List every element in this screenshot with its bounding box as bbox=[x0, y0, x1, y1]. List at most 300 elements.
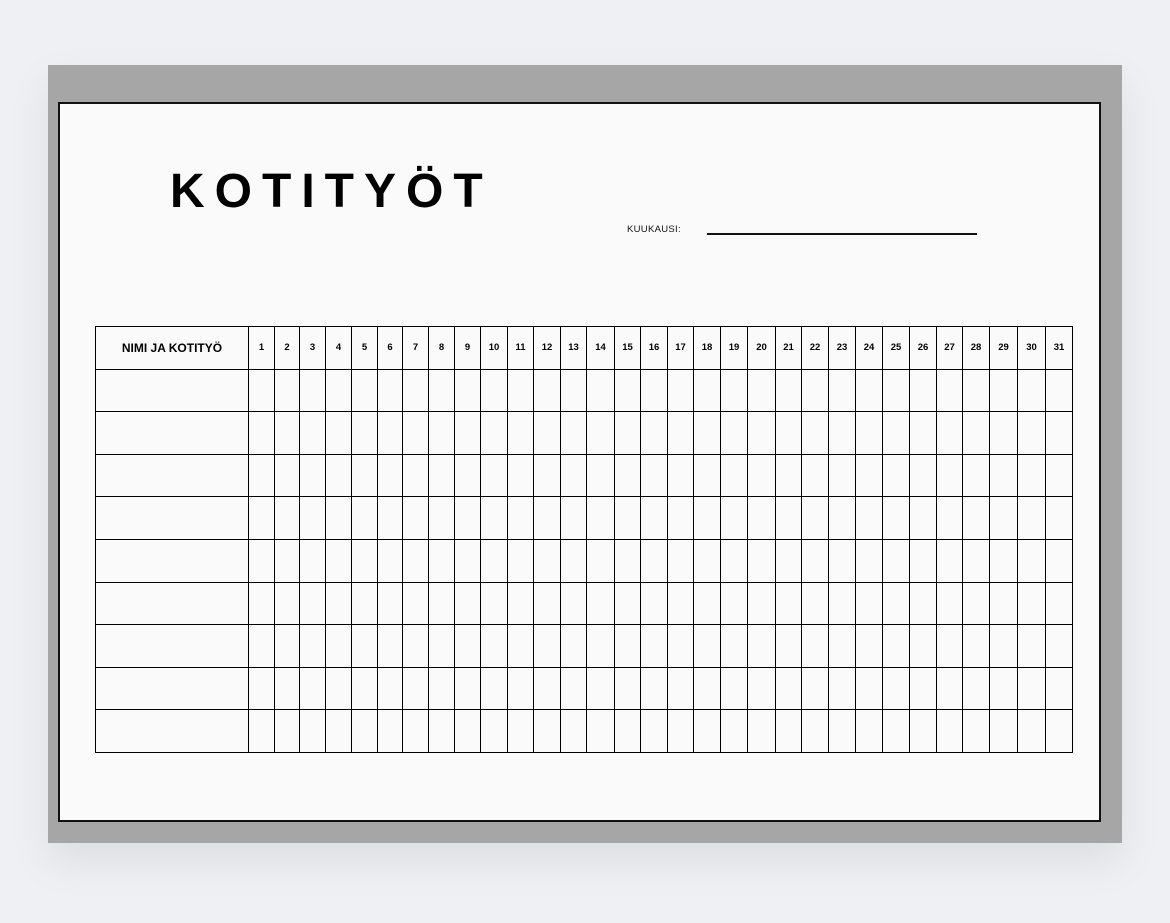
day-check-cell[interactable] bbox=[883, 454, 910, 497]
day-check-cell[interactable] bbox=[668, 412, 694, 455]
day-check-cell[interactable] bbox=[641, 369, 668, 412]
day-check-cell[interactable] bbox=[856, 412, 883, 455]
day-check-cell[interactable] bbox=[534, 667, 561, 710]
name-chore-cell[interactable] bbox=[96, 412, 249, 455]
day-check-cell[interactable] bbox=[990, 539, 1018, 582]
day-check-cell[interactable] bbox=[748, 369, 776, 412]
day-check-cell[interactable] bbox=[561, 539, 587, 582]
name-chore-cell[interactable] bbox=[96, 497, 249, 540]
day-check-cell[interactable] bbox=[694, 710, 721, 753]
day-check-cell[interactable] bbox=[937, 582, 963, 625]
day-check-cell[interactable] bbox=[587, 582, 615, 625]
day-check-cell[interactable] bbox=[1018, 582, 1046, 625]
day-check-cell[interactable] bbox=[856, 454, 883, 497]
day-check-cell[interactable] bbox=[694, 582, 721, 625]
day-check-cell[interactable] bbox=[990, 625, 1018, 668]
day-check-cell[interactable] bbox=[561, 710, 587, 753]
day-check-cell[interactable] bbox=[748, 710, 776, 753]
day-check-cell[interactable] bbox=[275, 454, 300, 497]
day-check-cell[interactable] bbox=[249, 582, 275, 625]
day-check-cell[interactable] bbox=[326, 582, 352, 625]
day-check-cell[interactable] bbox=[776, 667, 802, 710]
day-check-cell[interactable] bbox=[910, 625, 937, 668]
day-check-cell[interactable] bbox=[429, 539, 455, 582]
day-check-cell[interactable] bbox=[300, 539, 326, 582]
day-check-cell[interactable] bbox=[378, 454, 403, 497]
day-check-cell[interactable] bbox=[561, 667, 587, 710]
day-check-cell[interactable] bbox=[963, 412, 990, 455]
day-check-cell[interactable] bbox=[883, 497, 910, 540]
day-check-cell[interactable] bbox=[1046, 667, 1073, 710]
day-header: 13 bbox=[561, 327, 587, 370]
day-check-cell[interactable] bbox=[481, 625, 508, 668]
day-header: 3 bbox=[300, 327, 326, 370]
day-check-cell[interactable] bbox=[990, 582, 1018, 625]
day-check-cell[interactable] bbox=[990, 710, 1018, 753]
day-check-cell[interactable] bbox=[668, 667, 694, 710]
day-check-cell[interactable] bbox=[829, 667, 856, 710]
day-check-cell[interactable] bbox=[275, 625, 300, 668]
day-check-cell[interactable] bbox=[249, 667, 275, 710]
day-check-cell[interactable] bbox=[1046, 497, 1073, 540]
day-check-cell[interactable] bbox=[668, 625, 694, 668]
day-check-cell[interactable] bbox=[615, 454, 641, 497]
day-check-cell[interactable] bbox=[300, 369, 326, 412]
day-check-cell[interactable] bbox=[963, 369, 990, 412]
day-header: 1 bbox=[249, 327, 275, 370]
day-check-cell[interactable] bbox=[641, 497, 668, 540]
day-check-cell[interactable] bbox=[508, 710, 534, 753]
day-check-cell[interactable] bbox=[883, 539, 910, 582]
day-check-cell[interactable] bbox=[694, 454, 721, 497]
day-check-cell[interactable] bbox=[300, 454, 326, 497]
day-check-cell[interactable] bbox=[561, 497, 587, 540]
day-check-cell[interactable] bbox=[429, 625, 455, 668]
day-check-cell[interactable] bbox=[352, 412, 378, 455]
day-check-cell[interactable] bbox=[1018, 667, 1046, 710]
day-check-cell[interactable] bbox=[1046, 369, 1073, 412]
day-check-cell[interactable] bbox=[990, 497, 1018, 540]
day-check-cell[interactable] bbox=[534, 582, 561, 625]
day-check-cell[interactable] bbox=[403, 369, 429, 412]
day-check-cell[interactable] bbox=[829, 497, 856, 540]
day-check-cell[interactable] bbox=[455, 625, 481, 668]
day-check-cell[interactable] bbox=[249, 497, 275, 540]
day-check-cell[interactable] bbox=[883, 667, 910, 710]
day-check-cell[interactable] bbox=[275, 582, 300, 625]
day-check-cell[interactable] bbox=[937, 667, 963, 710]
day-check-cell[interactable] bbox=[883, 710, 910, 753]
day-check-cell[interactable] bbox=[300, 412, 326, 455]
day-check-cell[interactable] bbox=[300, 710, 326, 753]
day-check-cell[interactable] bbox=[1018, 497, 1046, 540]
day-check-cell[interactable] bbox=[615, 582, 641, 625]
day-check-cell[interactable] bbox=[694, 412, 721, 455]
day-check-cell[interactable] bbox=[326, 710, 352, 753]
day-check-cell[interactable] bbox=[776, 412, 802, 455]
day-check-cell[interactable] bbox=[721, 412, 748, 455]
day-check-cell[interactable] bbox=[455, 667, 481, 710]
day-check-cell[interactable] bbox=[378, 497, 403, 540]
day-check-cell[interactable] bbox=[910, 667, 937, 710]
day-check-cell[interactable] bbox=[508, 625, 534, 668]
day-check-cell[interactable] bbox=[352, 454, 378, 497]
month-label: KUUKAUSI: bbox=[627, 224, 681, 235]
day-header: 7 bbox=[403, 327, 429, 370]
day-check-cell[interactable] bbox=[615, 710, 641, 753]
day-check-cell[interactable] bbox=[963, 582, 990, 625]
day-check-cell[interactable] bbox=[326, 454, 352, 497]
name-chore-cell[interactable] bbox=[96, 369, 249, 412]
day-check-cell[interactable] bbox=[352, 497, 378, 540]
day-check-cell[interactable] bbox=[275, 412, 300, 455]
day-check-cell[interactable] bbox=[326, 667, 352, 710]
day-check-cell[interactable] bbox=[910, 582, 937, 625]
day-check-cell[interactable] bbox=[883, 369, 910, 412]
day-check-cell[interactable] bbox=[883, 582, 910, 625]
day-check-cell[interactable] bbox=[776, 454, 802, 497]
day-check-cell[interactable] bbox=[508, 497, 534, 540]
day-check-cell[interactable] bbox=[300, 497, 326, 540]
day-check-cell[interactable] bbox=[963, 454, 990, 497]
day-check-cell[interactable] bbox=[668, 582, 694, 625]
day-check-cell[interactable] bbox=[856, 497, 883, 540]
day-check-cell[interactable] bbox=[910, 539, 937, 582]
day-check-cell[interactable] bbox=[829, 454, 856, 497]
day-check-cell[interactable] bbox=[694, 497, 721, 540]
day-check-cell[interactable] bbox=[481, 582, 508, 625]
day-check-cell[interactable] bbox=[963, 625, 990, 668]
name-chore-cell[interactable] bbox=[96, 667, 249, 710]
day-check-cell[interactable] bbox=[481, 539, 508, 582]
day-check-cell[interactable] bbox=[721, 497, 748, 540]
day-header: 25 bbox=[883, 327, 910, 370]
day-check-cell[interactable] bbox=[856, 625, 883, 668]
day-check-cell[interactable] bbox=[1046, 412, 1073, 455]
day-check-cell[interactable] bbox=[378, 710, 403, 753]
day-check-cell[interactable] bbox=[561, 369, 587, 412]
day-check-cell[interactable] bbox=[352, 369, 378, 412]
day-check-cell[interactable] bbox=[300, 582, 326, 625]
day-check-cell[interactable] bbox=[587, 454, 615, 497]
day-check-cell[interactable] bbox=[937, 625, 963, 668]
day-check-cell[interactable] bbox=[508, 412, 534, 455]
day-check-cell[interactable] bbox=[534, 625, 561, 668]
day-check-cell[interactable] bbox=[455, 369, 481, 412]
day-check-cell[interactable] bbox=[748, 625, 776, 668]
day-check-cell[interactable] bbox=[829, 412, 856, 455]
day-check-cell[interactable] bbox=[429, 369, 455, 412]
day-check-cell[interactable] bbox=[403, 497, 429, 540]
day-check-cell[interactable] bbox=[802, 412, 829, 455]
day-check-cell[interactable] bbox=[802, 667, 829, 710]
day-check-cell[interactable] bbox=[910, 369, 937, 412]
day-check-cell[interactable] bbox=[910, 710, 937, 753]
day-check-cell[interactable] bbox=[721, 625, 748, 668]
day-check-cell[interactable] bbox=[429, 710, 455, 753]
day-check-cell[interactable] bbox=[403, 539, 429, 582]
day-check-cell[interactable] bbox=[300, 667, 326, 710]
day-check-cell[interactable] bbox=[694, 539, 721, 582]
day-check-cell[interactable] bbox=[587, 667, 615, 710]
day-check-cell[interactable] bbox=[587, 710, 615, 753]
day-check-cell[interactable] bbox=[802, 582, 829, 625]
day-check-cell[interactable] bbox=[802, 625, 829, 668]
day-check-cell[interactable] bbox=[615, 497, 641, 540]
day-check-cell[interactable] bbox=[748, 497, 776, 540]
day-check-cell[interactable] bbox=[378, 369, 403, 412]
day-check-cell[interactable] bbox=[1018, 710, 1046, 753]
day-check-cell[interactable] bbox=[455, 582, 481, 625]
day-check-cell[interactable] bbox=[776, 710, 802, 753]
day-check-cell[interactable] bbox=[534, 454, 561, 497]
day-check-cell[interactable] bbox=[352, 539, 378, 582]
day-check-cell[interactable] bbox=[990, 667, 1018, 710]
day-check-cell[interactable] bbox=[429, 667, 455, 710]
day-check-cell[interactable] bbox=[378, 625, 403, 668]
day-check-cell[interactable] bbox=[1018, 412, 1046, 455]
day-check-cell[interactable] bbox=[403, 625, 429, 668]
day-check-cell[interactable] bbox=[587, 625, 615, 668]
day-check-cell[interactable] bbox=[481, 497, 508, 540]
day-check-cell[interactable] bbox=[668, 539, 694, 582]
day-check-cell[interactable] bbox=[587, 369, 615, 412]
day-check-cell[interactable] bbox=[641, 582, 668, 625]
day-check-cell[interactable] bbox=[455, 539, 481, 582]
day-check-cell[interactable] bbox=[326, 497, 352, 540]
day-check-cell[interactable] bbox=[1018, 625, 1046, 668]
day-check-cell[interactable] bbox=[429, 582, 455, 625]
name-chore-cell[interactable] bbox=[96, 539, 249, 582]
day-check-cell[interactable] bbox=[776, 369, 802, 412]
day-check-cell[interactable] bbox=[721, 369, 748, 412]
day-check-cell[interactable] bbox=[615, 412, 641, 455]
day-check-cell[interactable] bbox=[668, 369, 694, 412]
day-check-cell[interactable] bbox=[378, 667, 403, 710]
day-check-cell[interactable] bbox=[534, 369, 561, 412]
day-check-cell[interactable] bbox=[776, 497, 802, 540]
day-check-cell[interactable] bbox=[352, 667, 378, 710]
day-check-cell[interactable] bbox=[455, 412, 481, 455]
day-check-cell[interactable] bbox=[587, 497, 615, 540]
day-check-cell[interactable] bbox=[1046, 539, 1073, 582]
day-check-cell[interactable] bbox=[561, 625, 587, 668]
day-check-cell[interactable] bbox=[352, 710, 378, 753]
day-check-cell[interactable] bbox=[429, 497, 455, 540]
day-check-cell[interactable] bbox=[326, 412, 352, 455]
day-check-cell[interactable] bbox=[694, 369, 721, 412]
day-check-cell[interactable] bbox=[748, 412, 776, 455]
table-row bbox=[96, 625, 1073, 668]
day-check-cell[interactable] bbox=[1046, 454, 1073, 497]
day-check-cell[interactable] bbox=[275, 710, 300, 753]
day-check-cell[interactable] bbox=[481, 667, 508, 710]
day-check-cell[interactable] bbox=[249, 454, 275, 497]
day-check-cell[interactable] bbox=[721, 710, 748, 753]
day-check-cell[interactable] bbox=[481, 369, 508, 412]
day-check-cell[interactable] bbox=[668, 454, 694, 497]
day-check-cell[interactable] bbox=[249, 539, 275, 582]
day-check-cell[interactable] bbox=[802, 454, 829, 497]
day-check-cell[interactable] bbox=[534, 539, 561, 582]
day-check-cell[interactable] bbox=[802, 497, 829, 540]
day-check-cell[interactable] bbox=[641, 454, 668, 497]
day-header: 5 bbox=[352, 327, 378, 370]
day-check-cell[interactable] bbox=[326, 369, 352, 412]
day-check-cell[interactable] bbox=[455, 454, 481, 497]
day-check-cell[interactable] bbox=[856, 369, 883, 412]
day-check-cell[interactable] bbox=[856, 582, 883, 625]
day-check-cell[interactable] bbox=[534, 710, 561, 753]
day-check-cell[interactable] bbox=[481, 710, 508, 753]
day-check-cell[interactable] bbox=[990, 412, 1018, 455]
day-check-cell[interactable] bbox=[481, 412, 508, 455]
day-check-cell[interactable] bbox=[326, 539, 352, 582]
day-check-cell[interactable] bbox=[403, 582, 429, 625]
day-check-cell[interactable] bbox=[937, 369, 963, 412]
day-check-cell[interactable] bbox=[403, 454, 429, 497]
day-check-cell[interactable] bbox=[534, 412, 561, 455]
day-check-cell[interactable] bbox=[455, 710, 481, 753]
day-check-cell[interactable] bbox=[641, 539, 668, 582]
day-check-cell[interactable] bbox=[455, 497, 481, 540]
day-check-cell[interactable] bbox=[429, 454, 455, 497]
day-check-cell[interactable] bbox=[615, 369, 641, 412]
day-check-cell[interactable] bbox=[615, 625, 641, 668]
day-check-cell[interactable] bbox=[378, 582, 403, 625]
day-check-cell[interactable] bbox=[561, 412, 587, 455]
day-check-cell[interactable] bbox=[776, 539, 802, 582]
day-check-cell[interactable] bbox=[802, 369, 829, 412]
day-check-cell[interactable] bbox=[403, 667, 429, 710]
day-check-cell[interactable] bbox=[481, 454, 508, 497]
day-check-cell[interactable] bbox=[883, 625, 910, 668]
day-check-cell[interactable] bbox=[990, 454, 1018, 497]
day-check-cell[interactable] bbox=[429, 412, 455, 455]
day-check-cell[interactable] bbox=[937, 710, 963, 753]
day-check-cell[interactable] bbox=[561, 454, 587, 497]
name-chore-cell[interactable] bbox=[96, 625, 249, 668]
day-check-cell[interactable] bbox=[829, 625, 856, 668]
day-check-cell[interactable] bbox=[378, 539, 403, 582]
day-check-cell[interactable] bbox=[776, 625, 802, 668]
day-check-cell[interactable] bbox=[937, 412, 963, 455]
day-check-cell[interactable] bbox=[937, 539, 963, 582]
day-check-cell[interactable] bbox=[910, 497, 937, 540]
day-check-cell[interactable] bbox=[300, 625, 326, 668]
day-check-cell[interactable] bbox=[508, 667, 534, 710]
day-check-cell[interactable] bbox=[641, 710, 668, 753]
chore-table bbox=[95, 326, 1073, 753]
day-check-cell[interactable] bbox=[721, 667, 748, 710]
day-check-cell[interactable] bbox=[963, 497, 990, 540]
day-check-cell[interactable] bbox=[963, 667, 990, 710]
day-check-cell[interactable] bbox=[587, 539, 615, 582]
day-check-cell[interactable] bbox=[829, 539, 856, 582]
day-check-cell[interactable] bbox=[1046, 710, 1073, 753]
day-check-cell[interactable] bbox=[776, 582, 802, 625]
day-check-cell[interactable] bbox=[748, 454, 776, 497]
day-check-cell[interactable] bbox=[721, 539, 748, 582]
day-check-cell[interactable] bbox=[990, 369, 1018, 412]
day-header: 30 bbox=[1018, 327, 1046, 370]
day-check-cell[interactable] bbox=[1018, 539, 1046, 582]
day-check-cell[interactable] bbox=[378, 412, 403, 455]
day-check-cell[interactable] bbox=[615, 667, 641, 710]
day-check-cell[interactable] bbox=[963, 539, 990, 582]
day-check-cell[interactable] bbox=[249, 710, 275, 753]
day-check-cell[interactable] bbox=[641, 667, 668, 710]
day-check-cell[interactable] bbox=[403, 710, 429, 753]
day-check-cell[interactable] bbox=[249, 412, 275, 455]
day-check-cell[interactable] bbox=[1046, 582, 1073, 625]
name-chore-cell[interactable] bbox=[96, 710, 249, 753]
name-chore-cell[interactable] bbox=[96, 582, 249, 625]
day-check-cell[interactable] bbox=[963, 710, 990, 753]
day-check-cell[interactable] bbox=[249, 369, 275, 412]
day-check-cell[interactable] bbox=[534, 497, 561, 540]
day-check-cell[interactable] bbox=[1046, 625, 1073, 668]
day-check-cell[interactable] bbox=[937, 497, 963, 540]
day-check-cell[interactable] bbox=[615, 539, 641, 582]
day-check-cell[interactable] bbox=[829, 369, 856, 412]
day-check-cell[interactable] bbox=[748, 539, 776, 582]
day-check-cell[interactable] bbox=[883, 412, 910, 455]
day-check-cell[interactable] bbox=[1018, 369, 1046, 412]
day-check-cell[interactable] bbox=[641, 412, 668, 455]
day-check-cell[interactable] bbox=[275, 667, 300, 710]
day-check-cell[interactable] bbox=[937, 454, 963, 497]
day-check-cell[interactable] bbox=[748, 667, 776, 710]
name-chore-cell[interactable] bbox=[96, 454, 249, 497]
day-check-cell[interactable] bbox=[668, 497, 694, 540]
day-check-cell[interactable] bbox=[508, 454, 534, 497]
day-check-cell[interactable] bbox=[587, 412, 615, 455]
day-check-cell[interactable] bbox=[856, 667, 883, 710]
day-check-cell[interactable] bbox=[249, 625, 275, 668]
day-check-cell[interactable] bbox=[802, 539, 829, 582]
day-check-cell[interactable] bbox=[694, 667, 721, 710]
day-check-cell[interactable] bbox=[352, 625, 378, 668]
day-header: 26 bbox=[910, 327, 937, 370]
day-check-cell[interactable] bbox=[694, 625, 721, 668]
day-check-cell[interactable] bbox=[910, 454, 937, 497]
day-check-cell[interactable] bbox=[508, 582, 534, 625]
day-check-cell[interactable] bbox=[668, 710, 694, 753]
day-check-cell[interactable] bbox=[641, 625, 668, 668]
day-check-cell[interactable] bbox=[856, 710, 883, 753]
day-check-cell[interactable] bbox=[910, 412, 937, 455]
day-check-cell[interactable] bbox=[721, 454, 748, 497]
day-check-cell[interactable] bbox=[326, 625, 352, 668]
day-check-cell[interactable] bbox=[748, 582, 776, 625]
table-row bbox=[96, 412, 1073, 455]
day-check-cell[interactable] bbox=[561, 582, 587, 625]
day-check-cell[interactable] bbox=[275, 497, 300, 540]
day-check-cell[interactable] bbox=[275, 369, 300, 412]
day-check-cell[interactable] bbox=[1018, 454, 1046, 497]
day-check-cell[interactable] bbox=[352, 582, 378, 625]
day-check-cell[interactable] bbox=[829, 710, 856, 753]
day-check-cell[interactable] bbox=[508, 539, 534, 582]
day-check-cell[interactable] bbox=[802, 710, 829, 753]
day-check-cell[interactable] bbox=[275, 539, 300, 582]
day-check-cell[interactable] bbox=[829, 582, 856, 625]
day-check-cell[interactable] bbox=[721, 582, 748, 625]
day-check-cell[interactable] bbox=[508, 369, 534, 412]
day-check-cell[interactable] bbox=[403, 412, 429, 455]
day-check-cell[interactable] bbox=[856, 539, 883, 582]
